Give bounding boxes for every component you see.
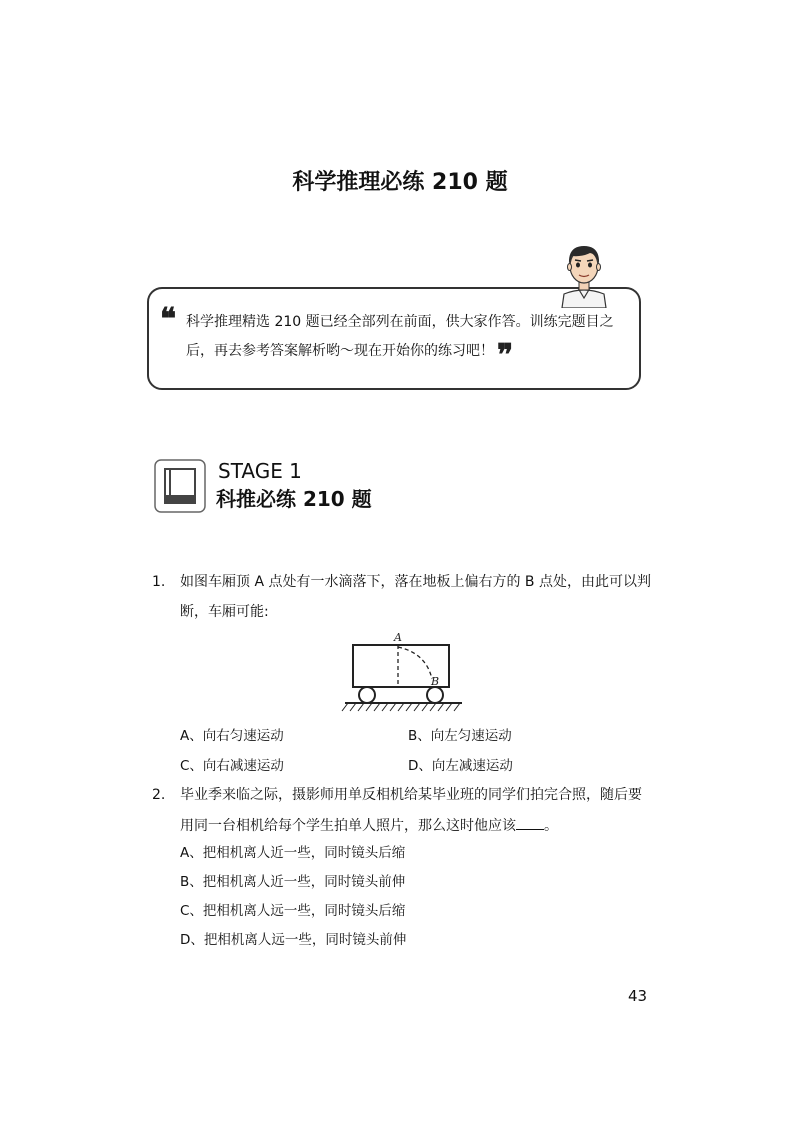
question-2-option-a: A、把相机离人近一些，同时镜头后缩 [180,845,406,861]
question-2-line-2-end: 。 [544,818,558,834]
teacher-avatar-icon [558,238,610,308]
page-title: 科学推理必练 210 题 [292,170,508,195]
question-1-option-d: D、向左减速运动 [408,758,513,774]
close-quote-icon: ❞ [497,338,514,373]
answer-blank [516,815,544,830]
question-2-option-b: B、把相机离人近一些，同时镜头前伸 [180,874,406,890]
question-2-option-d: D、把相机离人远一些，同时镜头前伸 [180,932,407,948]
intro-text-line-2: 后，再去参考答案解析哟～现在开始你的练习吧！ [186,343,494,359]
open-quote-icon: ❝ [160,302,177,337]
question-2-number: 2. [152,787,166,803]
intro-text-line-1: 科学推理精选 210 题已经全部列在前面，供大家作答。训练完题目之 [186,314,614,330]
train-car-diagram [340,629,465,717]
question-1-option-a: A、向右匀速运动 [180,728,284,744]
book-icon [154,459,206,513]
point-a-label: A [394,631,402,644]
question-2-line-2-text: 用同一台相机给每个学生拍单人照片，那么这时他应该 [180,818,516,834]
question-1-option-b: B、向左匀速运动 [408,728,512,744]
stage-label: STAGE 1 [218,459,302,483]
question-1-number: 1. [152,574,166,590]
question-1-option-c: C、向右减速运动 [180,758,284,774]
question-2-option-c: C、把相机离人远一些，同时镜头后缩 [180,903,406,919]
question-2-line-2 [180,815,558,836]
stage-title: 科推必练 210 题 [216,487,372,511]
page-number: 43 [628,987,648,1005]
point-b-label: B [431,675,440,688]
question-2-line-1: 毕业季来临之际，摄影师用单反相机给某毕业班的同学们拍完合照，随后要 [180,787,642,803]
question-1-line-1: 如图车厢顶 A 点处有一水滴落下，落在地板上偏右方的 B 点处，由此可以判 [180,574,651,590]
question-1-line-2: 断，车厢可能: [180,604,269,620]
